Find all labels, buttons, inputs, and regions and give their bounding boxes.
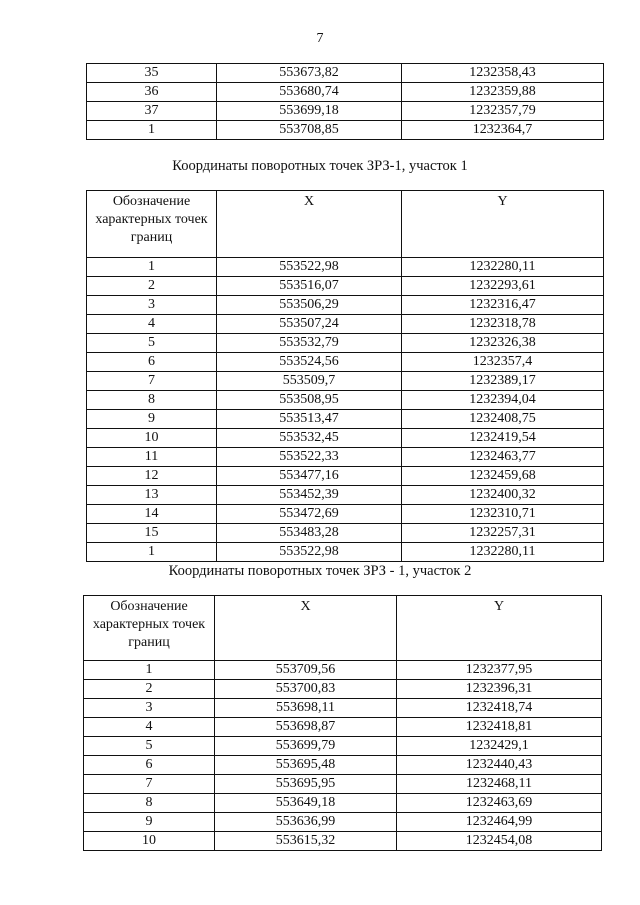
cell-y-coordinate: 1232389,17 (402, 372, 604, 391)
cell-x-coordinate: 553680,74 (217, 83, 402, 102)
cell-x-coordinate: 553699,18 (217, 102, 402, 121)
table-row (87, 524, 604, 543)
table-row (84, 813, 602, 832)
cell-y-coordinate: 1232310,71 (402, 505, 604, 524)
table-row (87, 296, 604, 315)
cell-x-coordinate: 553708,85 (217, 121, 402, 140)
cell-x-coordinate: 553522,98 (217, 258, 402, 277)
cell-x-coordinate: 553673,82 (217, 64, 402, 83)
cell-y-coordinate: 1232459,68 (402, 467, 604, 486)
table-row (87, 315, 604, 334)
table-body (87, 64, 604, 140)
cell-point-number: 3 (84, 699, 215, 718)
cell-point-number: 10 (87, 429, 217, 448)
cell-y-coordinate: 1232419,54 (402, 429, 604, 448)
cell-y-coordinate: 1232400,32 (402, 486, 604, 505)
cell-y-coordinate: 1232257,31 (402, 524, 604, 543)
cell-x-coordinate: 553700,83 (215, 680, 397, 699)
cell-point-number: 7 (84, 775, 215, 794)
table-title-zrz1-section1: Координаты поворотных точек ЗРЗ-1, участок 1 (172, 158, 468, 174)
table-row (87, 121, 604, 140)
table-title-zrz1-section2: Координаты поворотных точек ЗРЗ - 1, участок 2 (168, 563, 472, 579)
cell-x-coordinate: 553477,16 (217, 467, 402, 486)
cell-x-coordinate: 553508,95 (217, 391, 402, 410)
cell-point-number: 3 (87, 296, 217, 315)
cell-point-number: 8 (84, 794, 215, 813)
coordinates-table-zrz1-section1 (86, 190, 604, 562)
cell-y-coordinate: 1232293,61 (402, 277, 604, 296)
cell-y-coordinate: 1232408,75 (402, 410, 604, 429)
cell-x-coordinate: 553522,98 (217, 543, 402, 562)
column-header-x: X (217, 191, 402, 258)
cell-y-coordinate: 1232316,47 (402, 296, 604, 315)
cell-point-number: 13 (87, 486, 217, 505)
cell-point-number: 37 (87, 102, 217, 121)
cell-x-coordinate: 553483,28 (217, 524, 402, 543)
cell-y-coordinate: 1232463,69 (397, 794, 602, 813)
cell-y-coordinate: 1232280,11 (402, 543, 604, 562)
cell-point-number: 36 (87, 83, 217, 102)
cell-x-coordinate: 553699,79 (215, 737, 397, 756)
cell-x-coordinate: 553695,48 (215, 756, 397, 775)
cell-point-number: 1 (84, 661, 215, 680)
table-row (87, 410, 604, 429)
table-row (87, 486, 604, 505)
page-number: 7 (316, 31, 324, 46)
cell-point-number: 1 (87, 121, 217, 140)
table-row (84, 718, 602, 737)
column-header-y: Y (397, 596, 602, 661)
cell-x-coordinate: 553615,32 (215, 832, 397, 851)
table-row (87, 448, 604, 467)
cell-y-coordinate: 1232357,79 (402, 102, 604, 121)
cell-y-coordinate: 1232468,11 (397, 775, 602, 794)
cell-point-number: 12 (87, 467, 217, 486)
cell-y-coordinate: 1232318,78 (402, 315, 604, 334)
table-row (87, 429, 604, 448)
table-row (87, 64, 604, 83)
cell-y-coordinate: 1232364,7 (402, 121, 604, 140)
table-row (87, 505, 604, 524)
cell-point-number: 11 (87, 448, 217, 467)
table-row (87, 277, 604, 296)
cell-point-number: 8 (87, 391, 217, 410)
table-row (84, 699, 602, 718)
table-row (87, 258, 604, 277)
column-header-y: Y (402, 191, 604, 258)
cell-x-coordinate: 553532,79 (217, 334, 402, 353)
table-row (87, 334, 604, 353)
cell-x-coordinate: 553709,56 (215, 661, 397, 680)
cell-point-number: 15 (87, 524, 217, 543)
table-row (84, 832, 602, 851)
cell-point-number: 1 (87, 258, 217, 277)
table-row (84, 756, 602, 775)
cell-x-coordinate: 553532,45 (217, 429, 402, 448)
cell-point-number: 1 (87, 543, 217, 562)
cell-point-number: 6 (84, 756, 215, 775)
column-header-designation: Обозначение характерных точек границ (87, 191, 217, 258)
cell-x-coordinate: 553513,47 (217, 410, 402, 429)
cell-y-coordinate: 1232464,99 (397, 813, 602, 832)
cell-y-coordinate: 1232418,74 (397, 699, 602, 718)
cell-point-number: 9 (84, 813, 215, 832)
cell-x-coordinate: 553695,95 (215, 775, 397, 794)
cell-y-coordinate: 1232326,38 (402, 334, 604, 353)
cell-x-coordinate: 553698,87 (215, 718, 397, 737)
cell-point-number: 35 (87, 64, 217, 83)
table-row (87, 391, 604, 410)
cell-point-number: 7 (87, 372, 217, 391)
table-body (84, 661, 602, 851)
cell-x-coordinate: 553506,29 (217, 296, 402, 315)
cell-y-coordinate: 1232396,31 (397, 680, 602, 699)
cell-point-number: 6 (87, 353, 217, 372)
cell-y-coordinate: 1232463,77 (402, 448, 604, 467)
table-row (87, 467, 604, 486)
table-header-row (84, 596, 602, 661)
cell-x-coordinate: 553649,18 (215, 794, 397, 813)
cell-y-coordinate: 1232359,88 (402, 83, 604, 102)
cell-x-coordinate: 553636,99 (215, 813, 397, 832)
cell-point-number: 4 (84, 718, 215, 737)
cell-y-coordinate: 1232440,43 (397, 756, 602, 775)
table-body (87, 258, 604, 562)
table-row (84, 661, 602, 680)
cell-y-coordinate: 1232358,43 (402, 64, 604, 83)
cell-point-number: 9 (87, 410, 217, 429)
cell-x-coordinate: 553524,56 (217, 353, 402, 372)
cell-y-coordinate: 1232418,81 (397, 718, 602, 737)
table-row (87, 353, 604, 372)
cell-point-number: 2 (87, 277, 217, 296)
cell-x-coordinate: 553452,39 (217, 486, 402, 505)
table-row (84, 794, 602, 813)
table-row (84, 737, 602, 756)
coordinates-table-zrz1-section2 (83, 595, 602, 851)
cell-x-coordinate: 553507,24 (217, 315, 402, 334)
table-row (87, 83, 604, 102)
table-header-row (87, 191, 604, 258)
cell-point-number: 5 (84, 737, 215, 756)
cell-x-coordinate: 553516,07 (217, 277, 402, 296)
cell-y-coordinate: 1232280,11 (402, 258, 604, 277)
cell-y-coordinate: 1232377,95 (397, 661, 602, 680)
table-row (84, 680, 602, 699)
cell-y-coordinate: 1232357,4 (402, 353, 604, 372)
cell-x-coordinate: 553522,33 (217, 448, 402, 467)
cell-y-coordinate: 1232429,1 (397, 737, 602, 756)
cell-x-coordinate: 553509,7 (217, 372, 402, 391)
table-row (87, 372, 604, 391)
cell-point-number: 5 (87, 334, 217, 353)
cell-point-number: 2 (84, 680, 215, 699)
table-row (87, 543, 604, 562)
cell-point-number: 14 (87, 505, 217, 524)
cell-y-coordinate: 1232454,08 (397, 832, 602, 851)
coordinates-table-continued (86, 63, 604, 140)
cell-x-coordinate: 553698,11 (215, 699, 397, 718)
column-header-x: X (215, 596, 397, 661)
table-row (87, 102, 604, 121)
cell-x-coordinate: 553472,69 (217, 505, 402, 524)
table-row (84, 775, 602, 794)
column-header-designation: Обозначение характерных точек границ (84, 596, 215, 661)
cell-point-number: 4 (87, 315, 217, 334)
cell-y-coordinate: 1232394,04 (402, 391, 604, 410)
cell-point-number: 10 (84, 832, 215, 851)
